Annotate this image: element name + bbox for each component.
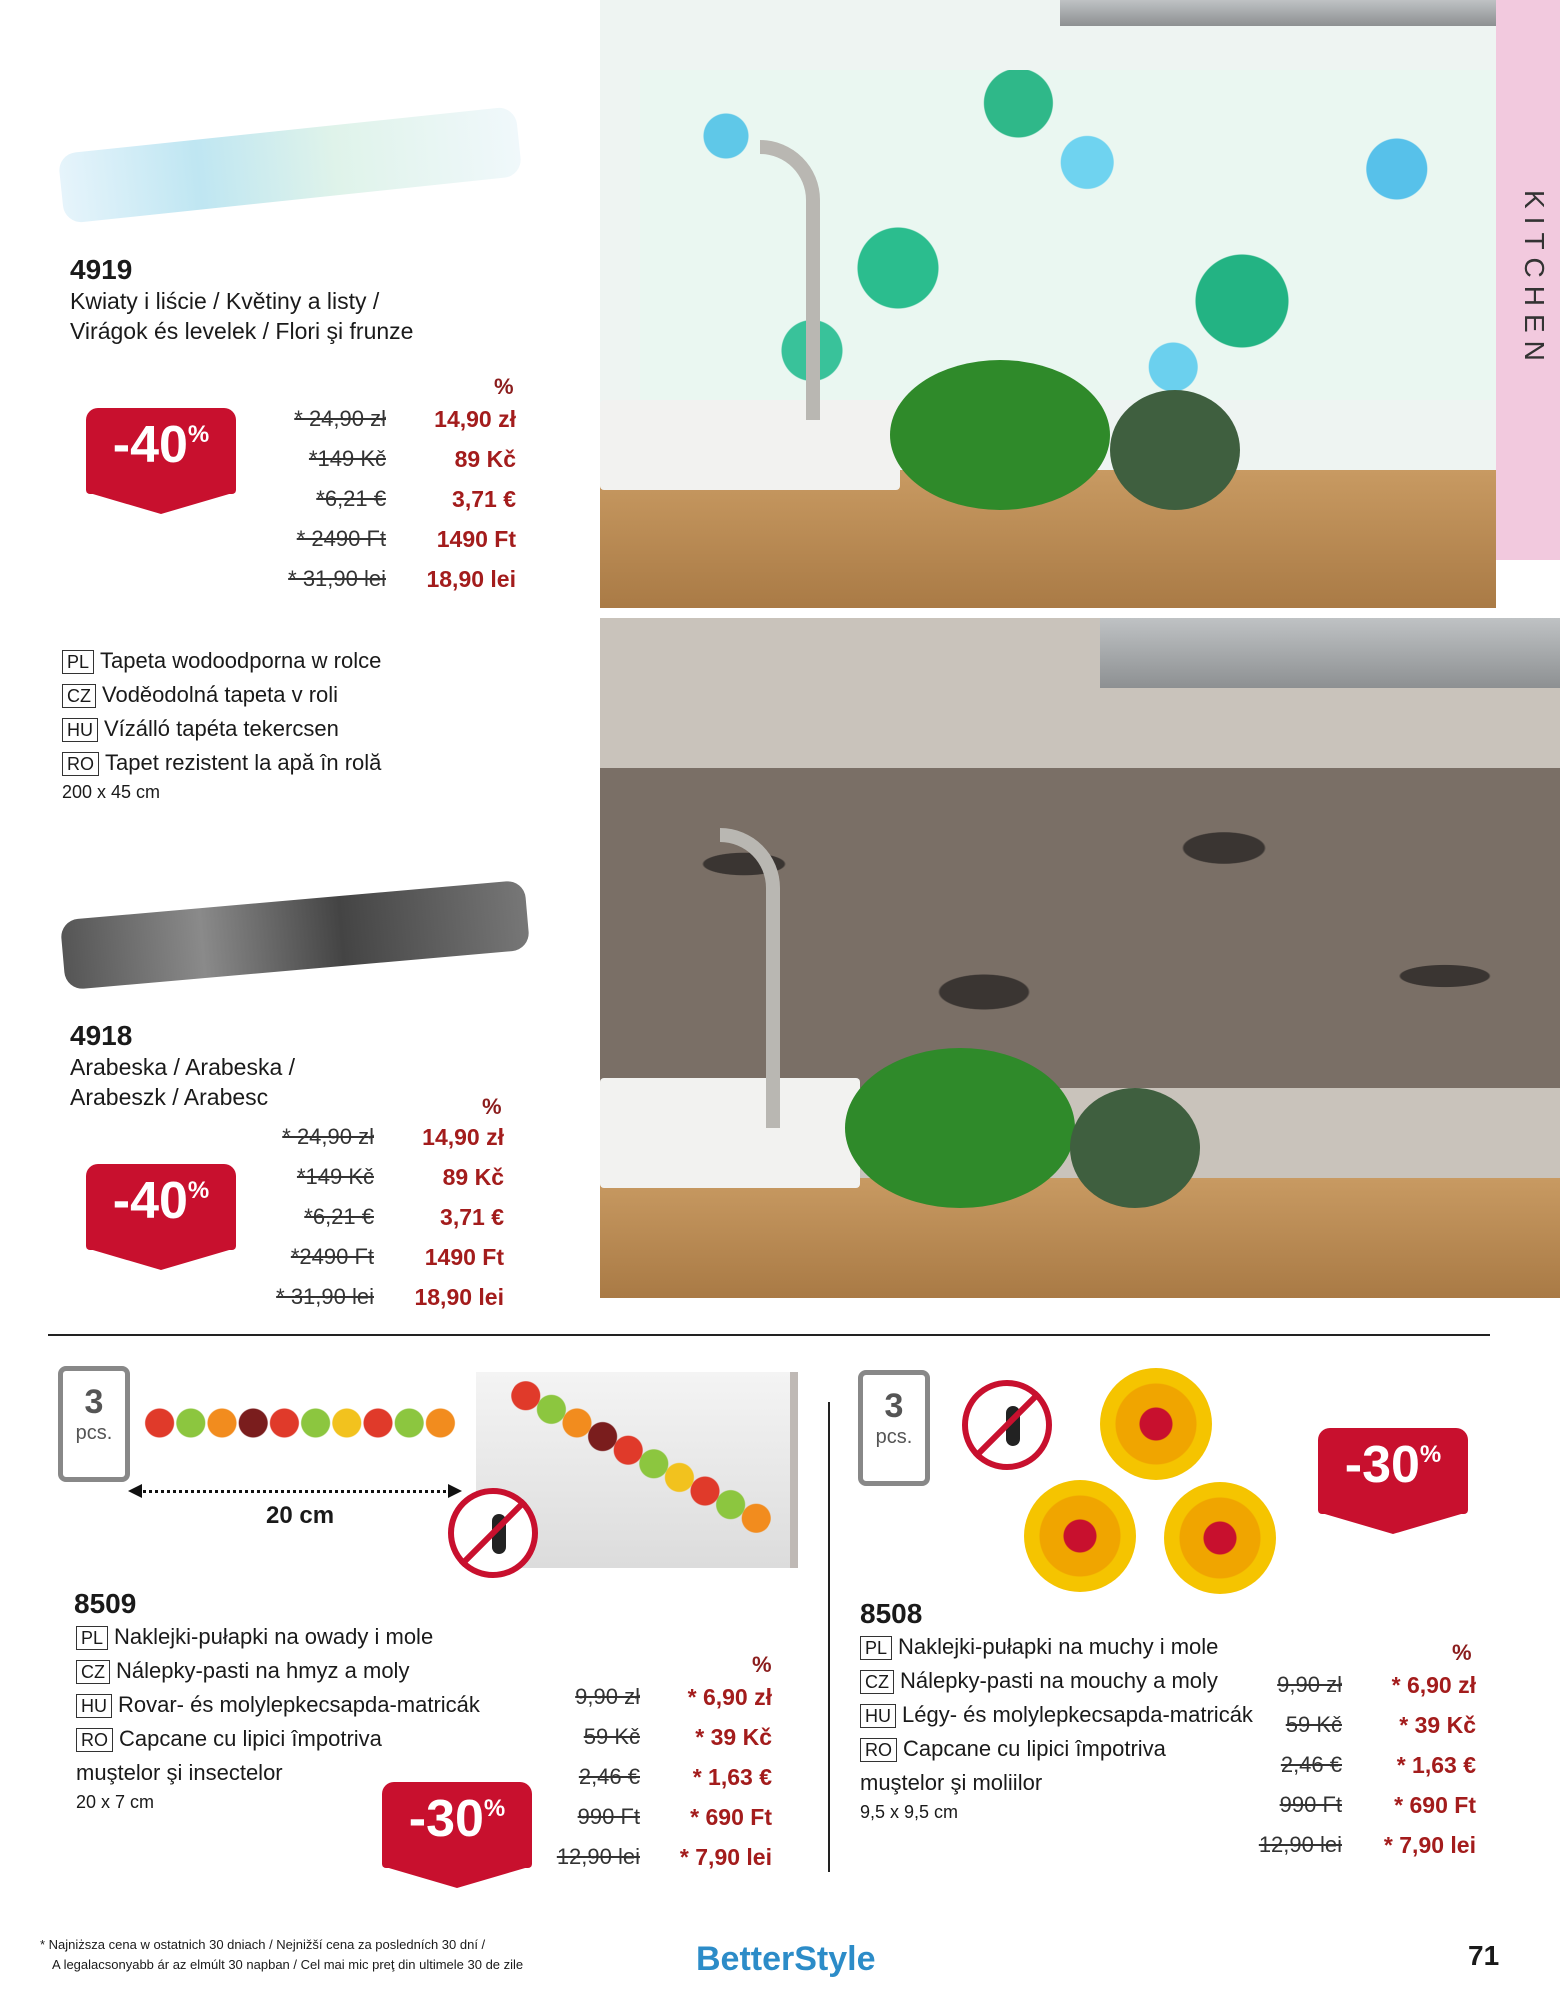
footnote-line1: * Najniższa cena w ostatnich 30 dniach / Nejnižší cena za posledních 30 dní / bbox=[40, 1937, 486, 1952]
product-size: 9,5 x 9,5 cm bbox=[860, 1802, 959, 1822]
price-new: 89 Kč bbox=[442, 1164, 504, 1190]
product-roll-floral bbox=[58, 106, 523, 224]
kitchen-photo-damask bbox=[600, 618, 1560, 1298]
section-divider bbox=[48, 1334, 1490, 1336]
price-old: 12,90 lei bbox=[1258, 1832, 1342, 1857]
price-old: 990 Ft bbox=[577, 1804, 640, 1829]
desc-row-cz bbox=[76, 1658, 409, 1684]
price-old: 990 Ft bbox=[1279, 1792, 1342, 1817]
faucet bbox=[720, 828, 780, 1128]
price-old: 59 Kč bbox=[583, 1724, 640, 1749]
price-old: 9,90 zł bbox=[575, 1684, 640, 1709]
price-old: * 31,90 lei bbox=[276, 1284, 374, 1309]
price-new: * 1,63 € bbox=[692, 1764, 772, 1790]
lang-code: CZ bbox=[76, 1660, 110, 1684]
product-title-line1: Arabeska / Arabeska / bbox=[70, 1054, 296, 1080]
price-new: * 690 Ft bbox=[690, 1804, 772, 1830]
discount-value: -30 bbox=[408, 1790, 484, 1848]
price-old: * 24,90 zł bbox=[282, 1124, 374, 1149]
desc-continuation: muştelor şi insectelor bbox=[76, 1760, 283, 1785]
desc-row-hu bbox=[76, 1692, 480, 1718]
product-code: 4919 bbox=[70, 254, 133, 285]
price-old: *149 Kč bbox=[308, 446, 386, 471]
lang-code: CZ bbox=[860, 1670, 894, 1694]
price-new: 14,90 zł bbox=[422, 1124, 504, 1150]
brand-logo: BetterStyle bbox=[696, 1940, 876, 1978]
lang-code: PL bbox=[860, 1636, 892, 1660]
price-new: * 39 Kč bbox=[1399, 1712, 1476, 1738]
percent-header: % bbox=[1452, 1640, 1472, 1665]
desc-text: Capcane cu lipici împotriva bbox=[903, 1736, 1166, 1761]
desc-row-cz bbox=[860, 1668, 1218, 1694]
desc-row-pl bbox=[62, 648, 381, 674]
broccoli bbox=[1110, 390, 1240, 510]
price-old: *2490 Ft bbox=[290, 1244, 374, 1269]
broccoli bbox=[1070, 1088, 1200, 1208]
desc-text: Tapet rezistent la apă în rolă bbox=[105, 750, 382, 775]
percent-header: % bbox=[494, 374, 514, 399]
pack-count-box bbox=[58, 1366, 130, 1482]
product-title-line1: Kwiaty i liście / Květiny a listy / bbox=[70, 288, 380, 314]
pack-count-label: pcs. bbox=[75, 1422, 113, 1444]
length-arrow bbox=[132, 1490, 458, 1493]
desc-text: Nálepky-pasti na hmyz a moly bbox=[116, 1658, 410, 1683]
fruit-garland-on-window bbox=[501, 1367, 781, 1547]
price-old: * 31,90 lei bbox=[288, 566, 386, 591]
desc-text: Voděodolná tapeta v roli bbox=[102, 682, 339, 707]
lang-code: RO bbox=[62, 752, 99, 776]
lang-code: CZ bbox=[62, 684, 96, 708]
lang-code: HU bbox=[76, 1694, 112, 1718]
price-old: 59 Kč bbox=[1285, 1712, 1342, 1737]
faucet bbox=[760, 140, 820, 420]
lang-code: PL bbox=[76, 1626, 108, 1650]
price-new: 14,90 zł bbox=[434, 406, 516, 432]
discount-value: -40 bbox=[112, 1172, 188, 1230]
discount-badge bbox=[86, 1164, 236, 1250]
footnote-line2: A legalacsonyabb ár az elmúlt 30 napban / Cel mai mic preţ din ultimele 30 de zile bbox=[52, 1957, 524, 1972]
lang-code: HU bbox=[860, 1704, 896, 1728]
sink bbox=[600, 400, 900, 490]
length-label: 20 cm bbox=[266, 1502, 335, 1529]
discount-percent-sign: % bbox=[1419, 1441, 1442, 1468]
price-new: 1490 Ft bbox=[436, 526, 516, 552]
desc-text: Naklejki-pułapki na owady i mole bbox=[114, 1624, 434, 1649]
page-number: 71 bbox=[1468, 1940, 1500, 1971]
pack-count-box bbox=[858, 1370, 930, 1486]
desc-text: Naklejki-pułapki na muchy i mole bbox=[898, 1634, 1219, 1659]
desc-text: Rovar- és molylepkecsapda-matricák bbox=[118, 1692, 480, 1717]
discount-badge bbox=[86, 408, 236, 494]
discount-value: -30 bbox=[1344, 1436, 1420, 1494]
percent-header: % bbox=[752, 1652, 772, 1677]
desc-row-hu bbox=[62, 716, 339, 742]
countertop bbox=[600, 1178, 1560, 1298]
product-size: 200 x 45 cm bbox=[62, 782, 161, 802]
price-new: 3,71 € bbox=[452, 486, 516, 512]
category-label: KITCHEN bbox=[1519, 190, 1550, 369]
desc-row-ro bbox=[62, 750, 381, 776]
product-code: 8509 bbox=[74, 1588, 137, 1619]
price-new: 3,71 € bbox=[440, 1204, 504, 1230]
price-new: * 39 Kč bbox=[695, 1724, 772, 1750]
price-old: 12,90 lei bbox=[556, 1844, 640, 1869]
lang-code: PL bbox=[62, 650, 94, 674]
lang-code: RO bbox=[76, 1728, 113, 1752]
price-old: * 24,90 zł bbox=[294, 406, 386, 431]
column-divider bbox=[828, 1402, 830, 1872]
pack-count-label: pcs. bbox=[875, 1426, 913, 1448]
sunflower-sticker bbox=[1164, 1482, 1276, 1594]
lettuce bbox=[890, 360, 1110, 510]
price-new: * 1,63 € bbox=[1396, 1752, 1476, 1778]
no-moth-icon bbox=[962, 1380, 1052, 1470]
price-new: * 7,90 lei bbox=[679, 1844, 772, 1870]
discount-percent-sign: % bbox=[483, 1795, 506, 1822]
price-new: 18,90 lei bbox=[426, 566, 516, 592]
fruit-garland-sticker bbox=[144, 1398, 456, 1448]
price-new: * 690 Ft bbox=[1394, 1792, 1476, 1818]
percent-header: % bbox=[482, 1094, 502, 1119]
kitchen-photo-floral bbox=[600, 0, 1496, 608]
product-title-line2: Virágok és levelek / Flori şi frunze bbox=[70, 318, 414, 344]
price-new: 1490 Ft bbox=[424, 1244, 504, 1270]
desc-row-cz bbox=[62, 682, 338, 708]
desc-row-ro bbox=[76, 1726, 382, 1752]
price-new: 18,90 lei bbox=[414, 1284, 504, 1310]
price-old: 2,46 € bbox=[1280, 1752, 1342, 1777]
desc-continuation: muştelor şi moliilor bbox=[860, 1770, 1043, 1795]
price-old: *6,21 € bbox=[316, 486, 386, 511]
pack-count: 3 bbox=[84, 1383, 104, 1421]
product-code: 4918 bbox=[70, 1020, 133, 1051]
desc-text: Légy- és molylepkecsapda-matricák bbox=[902, 1702, 1253, 1727]
price-new: * 7,90 lei bbox=[1383, 1832, 1476, 1858]
desc-row-hu bbox=[860, 1702, 1253, 1728]
pack-count: 3 bbox=[884, 1387, 904, 1425]
price-new: * 6,90 zł bbox=[1391, 1672, 1476, 1698]
discount-value: -40 bbox=[112, 416, 188, 474]
price-old: *149 Kč bbox=[296, 1164, 374, 1189]
desc-text: Tapeta wodoodporna w rolce bbox=[100, 648, 382, 673]
desc-text: Vízálló tapéta tekercsen bbox=[104, 716, 339, 741]
product-code: 8508 bbox=[860, 1598, 923, 1629]
range-hood bbox=[1100, 618, 1560, 688]
range-hood bbox=[1060, 0, 1496, 26]
discount-badge bbox=[382, 1782, 532, 1868]
price-new: * 6,90 zł bbox=[687, 1684, 772, 1710]
lettuce bbox=[845, 1048, 1075, 1208]
lang-code: RO bbox=[860, 1738, 897, 1762]
discount-badge bbox=[1318, 1428, 1468, 1514]
discount-percent-sign: % bbox=[187, 421, 210, 448]
sunflower-sticker bbox=[1024, 1480, 1136, 1592]
price-old: 2,46 € bbox=[578, 1764, 640, 1789]
no-moth-icon bbox=[448, 1488, 538, 1578]
product-title-line2: Arabeszk / Arabesc bbox=[70, 1084, 269, 1110]
price-old: * 2490 Ft bbox=[296, 526, 386, 551]
price-old: 9,90 zł bbox=[1277, 1672, 1342, 1697]
desc-text: Nálepky-pasti na mouchy a moly bbox=[900, 1668, 1218, 1693]
desc-text: Capcane cu lipici împotriva bbox=[119, 1726, 382, 1751]
price-new: 89 Kč bbox=[454, 446, 516, 472]
desc-row-pl bbox=[860, 1634, 1218, 1660]
product-size: 20 x 7 cm bbox=[76, 1792, 155, 1812]
price-old: *6,21 € bbox=[304, 1204, 374, 1229]
product-roll-damask bbox=[60, 880, 530, 990]
lang-code: HU bbox=[62, 718, 98, 742]
desc-row-pl bbox=[76, 1624, 433, 1650]
desc-row-ro bbox=[860, 1736, 1166, 1762]
sunflower-sticker bbox=[1100, 1368, 1212, 1480]
discount-percent-sign: % bbox=[187, 1177, 210, 1204]
